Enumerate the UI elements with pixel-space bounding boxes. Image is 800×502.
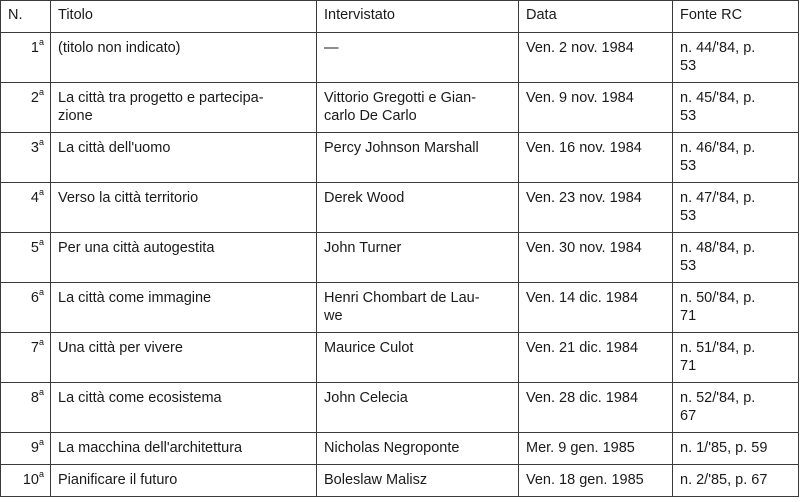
row-number-value: 2 [30,90,39,106]
row-title [51,433,317,465]
row-source-line: n. 51/'84, p. [680,340,756,356]
header-source: Fonte RC [673,1,799,33]
row-number-value: 10 [22,472,39,488]
row-title-line: La città tra progetto e partecipa- [58,90,264,106]
row-title-line: Pianificare il futuro [58,472,178,488]
row-date [519,283,673,333]
row-source [673,33,799,83]
row-source-line: n. 1/'85, p. 59 [680,440,768,456]
row-interviewee-line: Vittorio Gregotti e Gian- [324,90,477,106]
row-interviewee-line: Nicholas Negroponte [324,440,460,456]
row-interviewee [317,465,519,497]
ordinal-suffix: a [38,469,44,480]
table-row [1,183,799,233]
ordinal-suffix: a [38,187,44,198]
row-source [673,383,799,433]
row-interviewee-line: John Turner [324,240,402,256]
row-date-line: Ven. 2 nov. 1984 [526,40,634,56]
row-number-value: 3 [30,140,39,156]
row-number-value: 6 [30,290,39,306]
ordinal-suffix: a [38,387,44,398]
row-title-line: La città come immagine [58,290,212,306]
ordinal-suffix: a [38,137,44,148]
row-source-line: n. 52/'84, p. [680,390,756,406]
header-row [1,1,799,33]
row-source [673,83,799,133]
table-row [1,83,799,133]
row-title [51,33,317,83]
row-title-line: Una città per vivere [58,340,183,356]
row-date [519,83,673,133]
row-source [673,333,799,383]
row-number [1,33,51,83]
header-interviewee: Intervistato [317,1,519,33]
row-title [51,233,317,283]
table-row [1,233,799,283]
row-number-value: 9 [30,440,39,456]
row-title-line: zione [58,108,93,124]
row-interviewee [317,83,519,133]
row-date-line: Ven. 16 nov. 1984 [526,140,642,156]
row-date [519,33,673,83]
row-source [673,133,799,183]
row-source-line: 53 [680,158,697,174]
row-date-line: Ven. 9 nov. 1984 [526,90,634,106]
row-interviewee-line: Maurice Culot [324,340,414,356]
row-interviewee-line: we [324,308,343,324]
row-title-line: (titolo non indicato) [58,40,181,56]
header-title: Titolo [51,1,317,33]
table-row [1,333,799,383]
row-date [519,465,673,497]
table-row [1,465,799,497]
row-title [51,133,317,183]
row-number-value: 4 [30,190,39,206]
ordinal-suffix: a [38,87,44,98]
row-title [51,465,317,497]
row-date [519,183,673,233]
row-number [1,283,51,333]
row-title [51,83,317,133]
row-date-line: Ven. 14 dic. 1984 [526,290,639,306]
row-number-value: 5 [30,240,39,256]
row-title-line: La macchina dell'architettura [58,440,243,456]
row-number [1,383,51,433]
row-date-line: Ven. 30 nov. 1984 [526,240,642,256]
row-interviewee-line: John Celecia [324,390,408,406]
row-date [519,133,673,183]
row-interviewee [317,233,519,283]
row-interviewee [317,383,519,433]
row-interviewee-line: carlo De Carlo [324,108,417,124]
row-title [51,183,317,233]
row-source [673,183,799,233]
row-date-line: Ven. 18 gen. 1985 [526,472,644,488]
table-row [1,283,799,333]
row-source-line: n. 50/'84, p. [680,290,756,306]
row-title [51,283,317,333]
row-source-line: 53 [680,58,697,74]
row-source-line: 53 [680,258,697,274]
row-source-line: n. 44/'84, p. [680,40,756,56]
row-date-line: Ven. 23 nov. 1984 [526,190,642,206]
ordinal-suffix: a [38,37,44,48]
ordinal-suffix: a [38,287,44,298]
row-interviewee-line: Percy Johnson Marshall [324,140,479,156]
table-row [1,133,799,183]
row-title-line: La città come ecosistema [58,390,222,406]
row-number-value: 8 [30,390,39,406]
row-date [519,333,673,383]
row-number [1,83,51,133]
row-number [1,133,51,183]
row-date [519,233,673,283]
row-title [51,383,317,433]
row-interviewee [317,133,519,183]
row-number [1,183,51,233]
header-number: N. [1,1,51,33]
row-source-line: n. 47/'84, p. [680,190,756,206]
table-row [1,433,799,465]
row-source-line: n. 45/'84, p. [680,90,756,106]
row-source-line: n. 46/'84, p. [680,140,756,156]
row-interviewee [317,433,519,465]
row-number [1,333,51,383]
header-date: Data [519,1,673,33]
row-number [1,433,51,465]
row-source-line: 53 [680,208,697,224]
row-interviewee-line: Boleslaw Malisz [324,472,428,488]
row-source [673,465,799,497]
row-number [1,233,51,283]
row-source-line: 53 [680,108,697,124]
row-source-line: 71 [680,308,697,324]
row-source-line: 71 [680,358,697,374]
row-title [51,333,317,383]
row-date-line: Mer. 9 gen. 1985 [526,440,635,456]
row-title-line: La città dell'uomo [58,140,171,156]
row-interviewee [317,283,519,333]
row-interviewee [317,33,519,83]
row-interviewee [317,333,519,383]
ordinal-suffix: a [38,237,44,248]
table-row [1,383,799,433]
row-source [673,233,799,283]
row-date [519,383,673,433]
row-number-value: 7 [30,340,39,356]
row-interviewee-line: Derek Wood [324,190,405,206]
ordinal-suffix: a [38,437,44,448]
row-interviewee-line: Henri Chombart de Lau- [324,290,480,306]
row-source [673,433,799,465]
row-interviewee [317,183,519,233]
table-row [1,33,799,83]
row-source-line: n. 48/'84, p. [680,240,756,256]
row-source-line: 67 [680,408,697,424]
row-title-line: Per una città autogestita [58,240,215,256]
ordinal-suffix: a [38,337,44,348]
row-source [673,283,799,333]
row-date [519,433,673,465]
row-title-line: Verso la città territorio [58,190,199,206]
row-source-line: n. 2/'85, p. 67 [680,472,768,488]
row-number-value: 1 [30,40,39,56]
row-interviewee-line: — [324,40,339,56]
row-number [1,465,51,497]
row-date-line: Ven. 21 dic. 1984 [526,340,639,356]
row-date-line: Ven. 28 dic. 1984 [526,390,639,406]
